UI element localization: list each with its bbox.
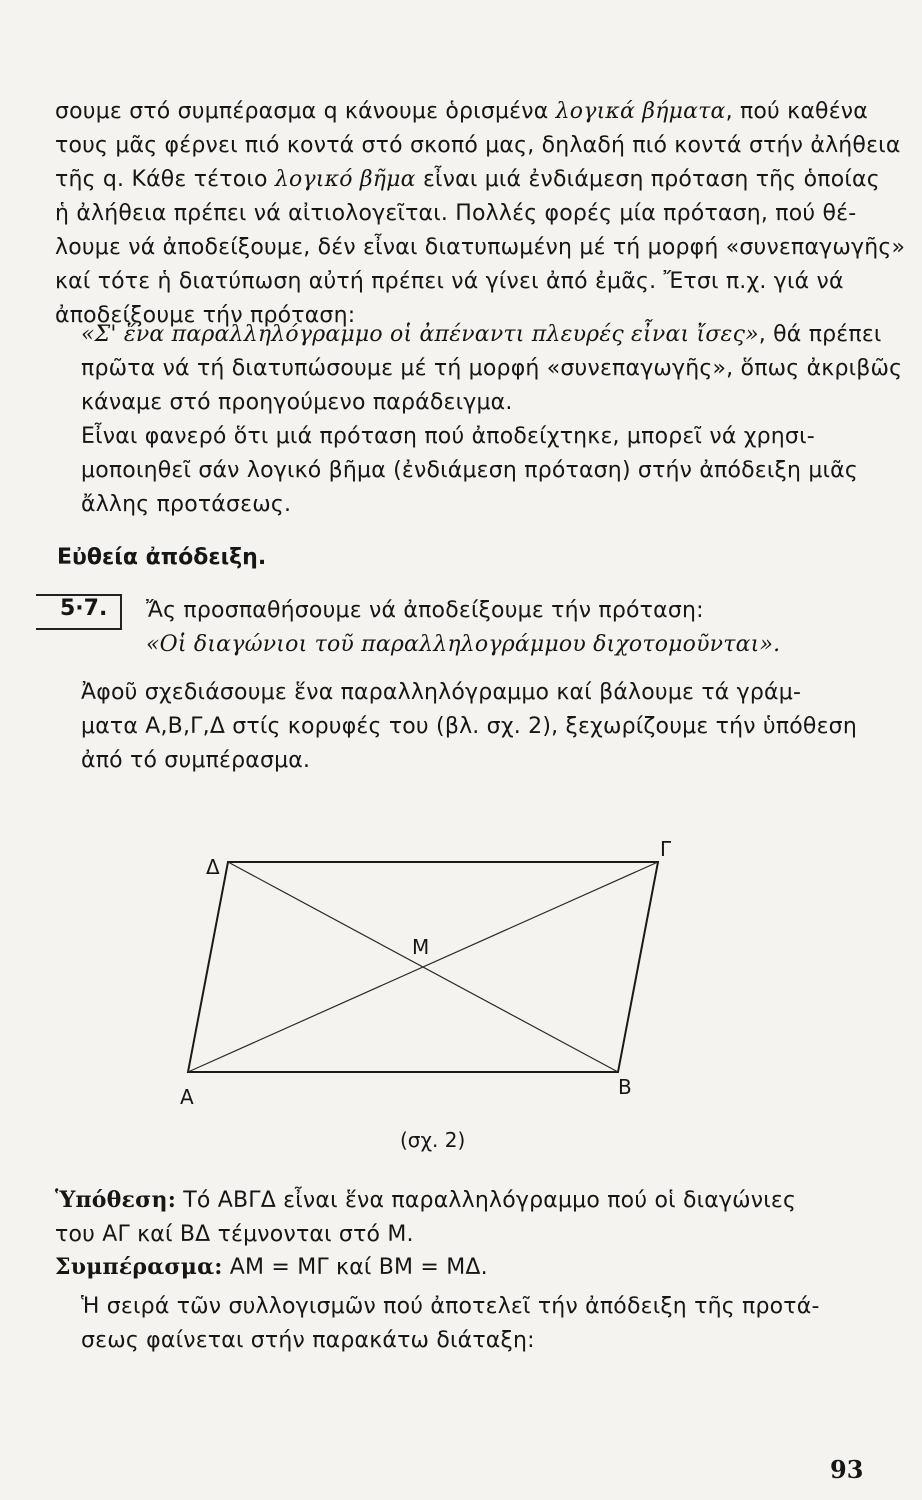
vertex-label-a: Α — [180, 1085, 194, 1109]
paragraph-proven-proposition — [55, 420, 858, 522]
text-span: κάναμε στό προηγούμενο παράδειγμα. — [81, 390, 513, 415]
italic-span: λογικά βήματα — [555, 99, 726, 124]
diagonal-bd — [228, 862, 618, 1072]
text-span: Εἶναι φανερό ὅτι μιά πρόταση πού ἀποδείχτηκε, μπορεῖ νά χρησι- — [81, 424, 815, 449]
text-line — [55, 1290, 845, 1324]
midpoint-label-m: Μ — [412, 935, 430, 959]
text-span: τῆς q. Κάθε τέτοιο — [55, 167, 275, 192]
italic-span: «Σ' ἕνα παραλληλόγραμμο οἱ ἀπέναντι πλευρές εἶναι ἴσες» — [81, 322, 759, 347]
text-span: , θά πρέπει — [758, 322, 882, 347]
text-span: μοποιηθεῖ σάν λογικό βῆμα (ἐνδιάμεση πρόταση) στήν ἀπόδειξη μιᾶς — [81, 458, 858, 483]
text-line — [55, 676, 845, 710]
italic-span: λογικό βῆμα — [274, 167, 416, 192]
text-span: Ἡ σειρά τῶν συλλογισμῶν πού ἀποτελεῖ τήν ἀπόδειξη τῆς προτά- — [81, 1294, 820, 1319]
text-line — [55, 352, 903, 386]
hypothesis-label: Ὑπόθεση: — [55, 1187, 177, 1213]
text-line — [55, 420, 845, 454]
conclusion-block — [55, 1250, 845, 1285]
text-span: ματα Α,Β,Γ,Δ στίς κορυφές του (βλ. σχ. 2), ξεχωρίζουμε τήν ὑπόθεση — [81, 714, 857, 739]
text-line — [55, 231, 906, 265]
text-line — [55, 454, 858, 488]
text-line — [55, 386, 845, 420]
paragraph-sequence-of-reasoning — [55, 1290, 845, 1358]
text-span: ἀπό τό συμπέρασμα. — [81, 748, 311, 773]
text-span: πρῶτα νά τή διατυπώσουμε μέ τή μορφή «συνεπαγωγῆς», ὅπως ἀκριβῶς — [81, 356, 903, 381]
italic-span: «Οἱ διαγώνιοι τοῦ παραλληλογράμμου διχοτομοῦνται». — [146, 632, 781, 657]
paragraph-logical-steps — [55, 95, 906, 333]
text-span: σουμε στό συμπέρασμα q κάνουμε ὁρισμένα — [55, 99, 556, 124]
text-span: τους μᾶς φέρνει πιό κοντά στό σκοπό μας, δηλαδή πιό κοντά στήν ἀλήθεια — [55, 133, 901, 158]
text-line — [146, 594, 846, 628]
hypothesis-line-2: του ΑΓ καί ΒΔ τέμνονται στό Μ. — [55, 1222, 414, 1247]
conclusion-text: ΑΜ = ΜΓ καί ΒΜ = ΜΔ. — [222, 1255, 488, 1280]
conclusion-label: Συμπέρασμα: — [55, 1254, 223, 1280]
text-line — [55, 163, 880, 197]
text-span: , πού καθένα — [725, 99, 868, 124]
text-span: Ἄς προσπαθήσουμε νά ἀποδείξουμε τήν πρόταση: — [146, 598, 704, 623]
vertex-label-b: Β — [618, 1075, 632, 1099]
text-span: ἀποδείξουμε τήν πρόταση: — [55, 303, 356, 328]
paragraph-diagonals-proposition — [146, 594, 846, 662]
text-span: καί τότε ἡ διατύπωση αὐτή πρέπει νά γίνει ἀπό ἐμᾶς. Ἔτσι π.χ. γιά νά — [55, 269, 844, 294]
text-line — [55, 197, 857, 231]
text-span: ἄλλης προτάσεως. — [81, 492, 292, 517]
section-heading: Εὐθεία ἀπόδειξη. — [57, 545, 267, 570]
page-number: 93 — [830, 1455, 864, 1484]
conclusion-line — [55, 1250, 845, 1285]
vertex-label-d: Δ — [206, 855, 220, 879]
text-line — [55, 318, 882, 352]
text-line — [55, 488, 845, 522]
text-span: λουμε νά ἀποδείξουμε, δέν εἶναι διατυπωμένη μέ τή μορφή «συνεπαγωγῆς» — [55, 235, 906, 260]
parallelogram-figure — [160, 840, 680, 1160]
text-line — [146, 628, 846, 662]
figure-caption: (σχ. 2) — [400, 1128, 466, 1152]
text-span: Ἀφοῦ σχεδιάσουμε ἕνα παραλληλόγραμμο καί βάλουμε τά γράμ- — [81, 680, 802, 705]
text-span: εἶναι μιά ἐνδιάμεση πρόταση τῆς ὁποίας — [415, 167, 880, 192]
text-span: σεως φαίνεται στήν παρακάτω διάταξη: — [81, 1328, 535, 1353]
text-line — [55, 129, 901, 163]
text-line — [55, 265, 845, 299]
hypothesis-line-1 — [55, 1183, 845, 1218]
vertex-label-g: Γ — [660, 840, 672, 861]
hypothesis-block — [55, 1183, 845, 1252]
text-line — [55, 710, 857, 744]
section-number: 5·7. — [60, 596, 108, 621]
text-line — [55, 95, 868, 129]
hypothesis-text: Τό ΑΒΓΔ εἶναι ἕνα παραλληλόγραμμο πού οἱ διαγώνιες — [176, 1188, 797, 1213]
text-line — [55, 1324, 845, 1358]
paragraph-draw-parallelogram — [55, 676, 857, 778]
text-span: ἡ ἀλήθεια πρέπει νά αἰτιολογεῖται. Πολλές φορές μία πρόταση, πού θέ- — [55, 201, 857, 226]
paragraph-parallelogram-example — [55, 318, 903, 420]
text-line — [55, 744, 845, 778]
